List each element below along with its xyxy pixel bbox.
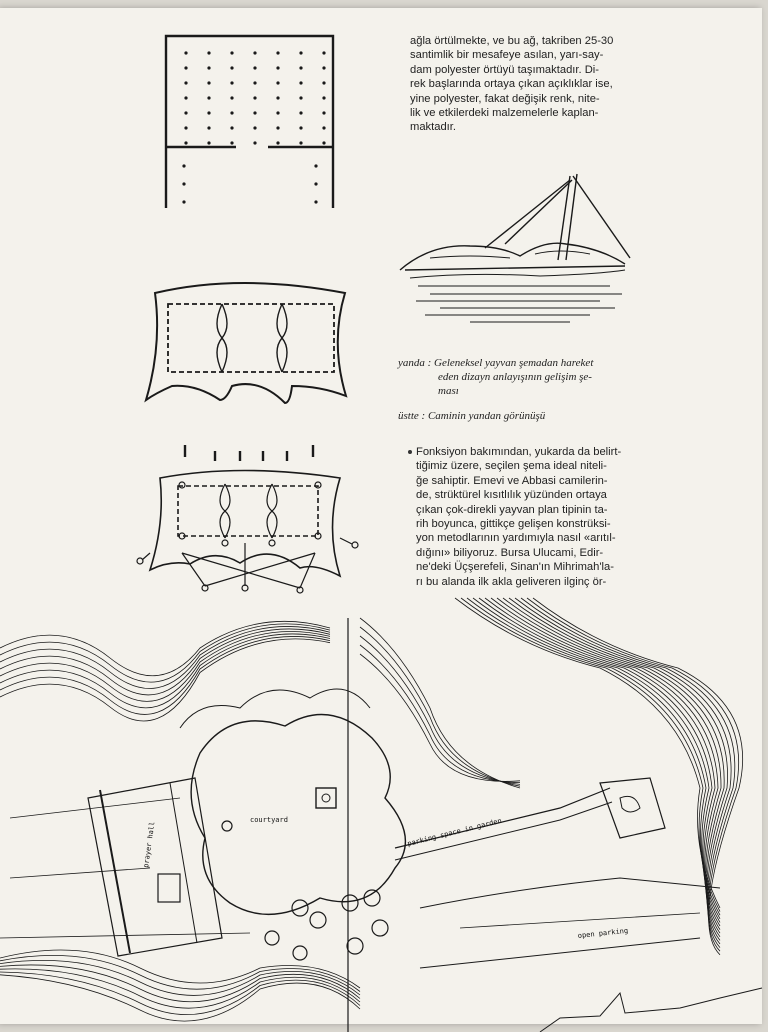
contour-line — [479, 598, 720, 922]
text-line: rih boyunca, gittikçe gelişen konstrüksi- — [416, 518, 611, 531]
courtyard-label: courtyard — [250, 816, 288, 824]
text-line: yine polyester, fakat değişik renk, nite- — [410, 92, 600, 105]
caption-label: üstte : — [398, 410, 426, 422]
contour-line — [0, 624, 330, 682]
text-line: tiğimiz üzere, seçilen şema ideal niteli- — [416, 460, 607, 473]
caption-label: yanda : — [398, 357, 432, 369]
contour-line — [360, 627, 520, 786]
text-line: santimlik bir mesafeye asılan, yarı-say- — [410, 49, 604, 62]
text-line: ne'deki Üçşerefeli, Sinan'ın Mihrimah'la- — [416, 561, 614, 574]
text-line: de, strüktürel kısıtlılık yüzünden ortaya — [416, 489, 607, 502]
text-line: dam polyester örtüyü taşımaktadır. Di- — [410, 63, 600, 76]
text-line: lik ve etkilerdeki malzemelerle kaplan- — [410, 107, 599, 120]
prayer-hall-label: prayer hall — [142, 821, 157, 869]
text-line: maktadır. — [410, 121, 457, 134]
contour-line — [455, 598, 720, 908]
site-plan-map — [0, 8, 768, 1032]
contour-line — [467, 598, 720, 915]
text-line: dığını» biliyoruz. Bursa Ulucami, Edir- — [416, 546, 604, 559]
parking-label: parking space in garden — [406, 816, 503, 848]
contour-line — [0, 972, 360, 1015]
contour-line — [0, 629, 330, 695]
text-line: ağla örtülmekte, ve bu ağ, takriben 25-30 — [410, 35, 614, 47]
contour-line — [360, 618, 520, 788]
text-line: çıkan çok-direkli yayvan plan tipinin ta- — [416, 503, 608, 516]
text-line: rı bu alanda ilk akla geliveren ilginç ör- — [416, 575, 607, 588]
contour-line — [0, 634, 330, 708]
text-line-content: Fonksiyon bakımından, yukarda da belirt- — [416, 446, 622, 458]
contour-line — [360, 645, 520, 783]
text-line: ğe sahiptir. Emevi ve Abbasi camilerin- — [416, 474, 608, 487]
contour-line — [461, 598, 720, 912]
caption-text: Caminin yandan görünüşü — [427, 410, 546, 422]
caption-text: ması — [438, 385, 459, 397]
document-page — [0, 8, 762, 1024]
contour-line — [360, 654, 520, 781]
open-parking-label: open parking — [577, 926, 629, 940]
contour-line — [360, 636, 520, 784]
text-line: yon metodlarının yardımıyla nasıl «arıtıl- — [416, 532, 616, 545]
contour-line — [0, 626, 330, 688]
caption-text: eden dizayn anlayışının gelişim şe- — [438, 371, 592, 383]
contour-line — [533, 598, 743, 955]
text-line: rek başlarında ortaya çıkan açıklıklar ise, — [410, 78, 613, 91]
caption-text: Geleneksel yayvan şemadan hareket — [434, 357, 594, 369]
contour-line — [485, 598, 720, 926]
contour-line — [497, 598, 721, 933]
contour-line — [509, 598, 728, 940]
